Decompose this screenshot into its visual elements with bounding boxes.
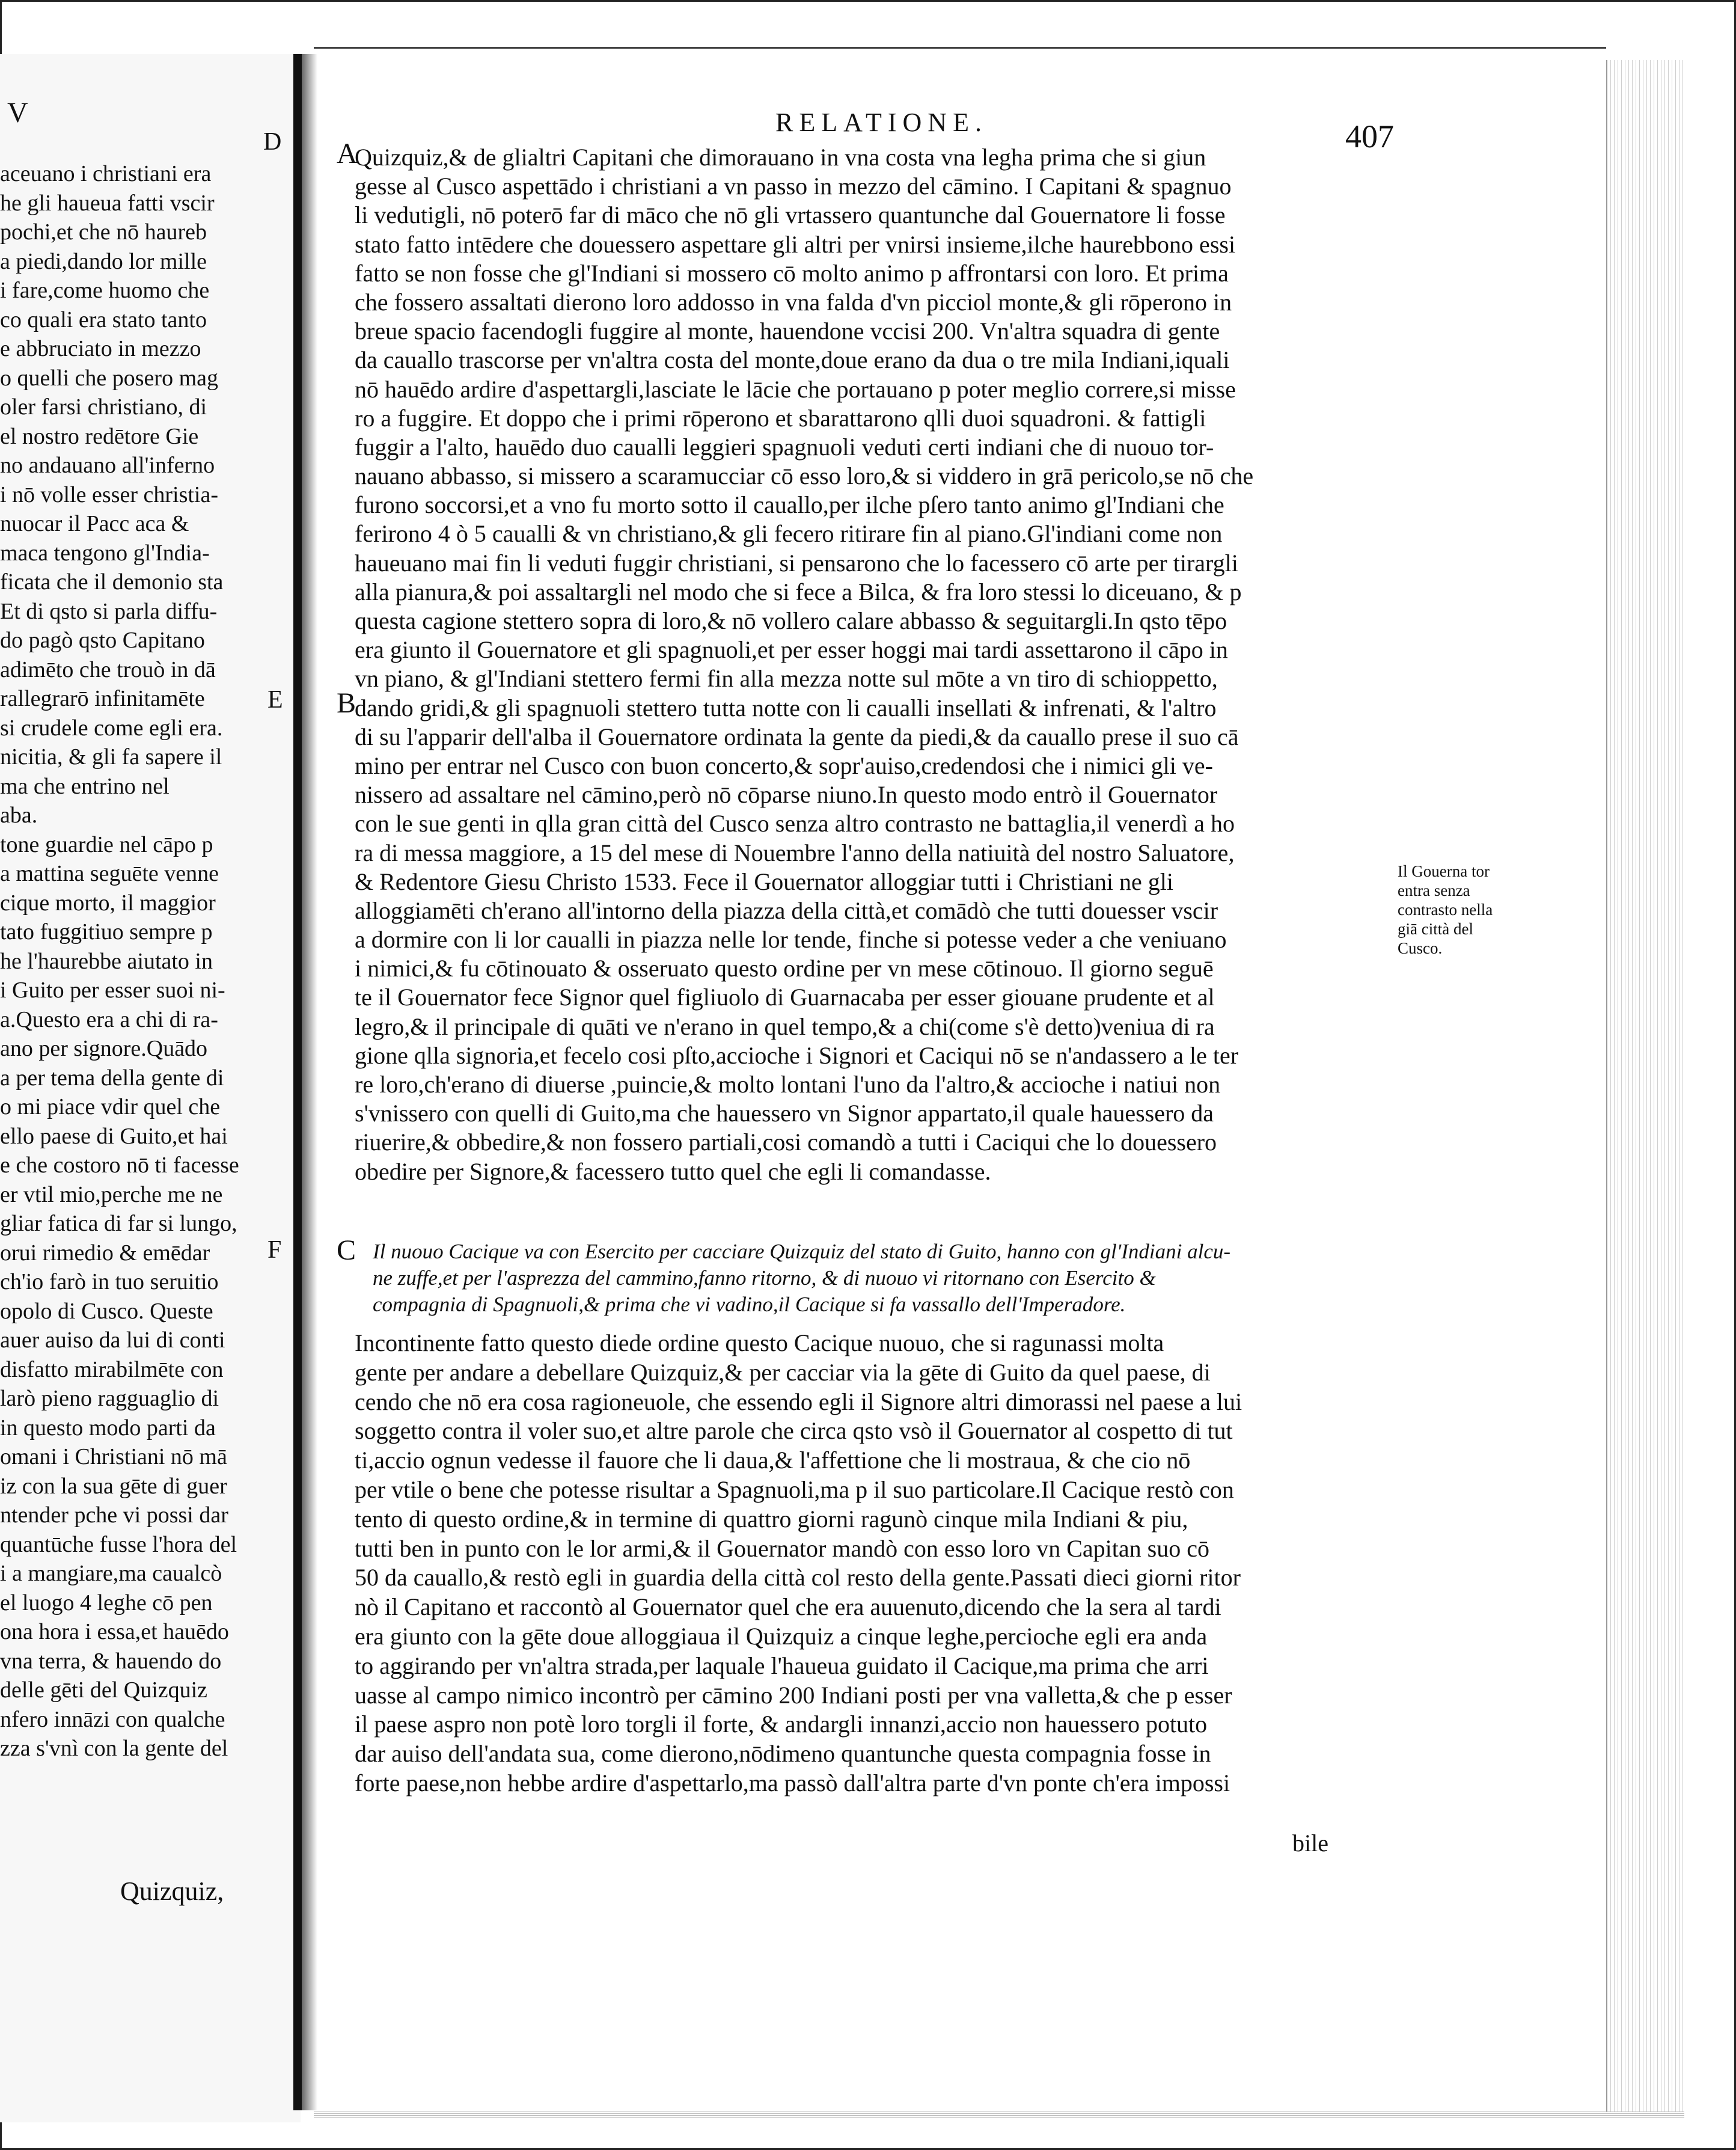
text-line: furono soccorsi,et a vno fu morto sotto il cauallo,per ilche pſero tanto animo gl'Indiani che: [355, 491, 1224, 519]
left-page-line: er vtil mio,perche me ne: [0, 1181, 223, 1207]
gutter-shadow: [302, 54, 317, 2110]
text-line: dar auiso dell'andata sua, come dierono,nōdimeno quantunche questa compagnia fosse in: [355, 1740, 1211, 1768]
text-line: to aggirando per vn'altra strada,per laquale l'haueua guidato il Cacique,ma prima che arri: [355, 1652, 1209, 1679]
main-text-block-2: [355, 1329, 1401, 1798]
left-page-line: ficata che il demonio sta: [0, 569, 224, 595]
left-page-line: opolo di Cusco. Queste: [0, 1298, 213, 1324]
text-line: gente per andare a debellare Quizquiz,& per cacciar via la gēte di Guito da quel paese, di: [355, 1358, 1211, 1386]
text-line: riuerire,& obbedire,& non fossero partiali,cosi comandò a tutti i Caciqui che lo douessero: [355, 1129, 1217, 1156]
left-page-line: adimēto che trouò in dā: [0, 657, 216, 682]
left-page-line: disfatto mirabilmēte con: [0, 1356, 224, 1382]
text-line: con le sue genti in qlla gran città del Cusco senza altro contrasto ne battaglia,il venerdì a ho: [355, 810, 1235, 838]
text-line: tento di questo ordine,& in termine di quattro giorni ragunò cinque mila Indiani & piu,: [355, 1505, 1188, 1533]
left-page-line: zza s'vnì con la gente del: [0, 1736, 228, 1761]
left-page-line: i fare,come huomo che: [0, 278, 210, 303]
left-page-line: vna terra, & hauendo do: [0, 1648, 222, 1674]
left-page-line: in questo modo parti da: [0, 1415, 216, 1441]
text-line: per vtile o bene che potesse risultar a Spagnuoli,ma p il suo particolare.Il Cacique restò con: [355, 1475, 1234, 1503]
text-line: soggetto contra il voler suo,et altre parole che circa qsto vsò il Gouernator al cospetto di tut: [355, 1417, 1233, 1445]
left-page-fragment: [0, 54, 301, 2122]
text-line: di su l'apparir dell'alba il Gouernatore ordinata la gente da piedi,& da cauallo prese il suo cā: [355, 723, 1239, 750]
left-page-line: ntender pche vi possi dar: [0, 1502, 228, 1528]
left-margin-letter-e: E: [267, 686, 283, 714]
text-line: che fossero assaltati dierono loro addosso in vna falda d'vn picciol monte,& gli rōperono in: [355, 288, 1232, 316]
text-line: gesse al Cusco aspettādo i christiani a vn passo in mezzo del cāmino. I Capitani & spagnuo: [355, 173, 1232, 200]
left-page-line: el nostro redētore Gie: [0, 423, 199, 449]
page-top-edge: [314, 47, 1606, 49]
left-page-line: ma che entrino nel: [0, 773, 170, 799]
text-line: li vedutigli, nō poterō far di māco che nō gli vrtassero quantunche dal Gouernatore li fosse: [355, 201, 1226, 229]
left-page-line: e che costoro nō ti facesse: [0, 1153, 239, 1178]
left-page-line: ona hora i essa,et hauēdo: [0, 1619, 229, 1644]
left-page-line: pochi,et che nō haureb: [0, 219, 207, 245]
text-line: alloggiamēti ch'erano all'intorno della piazza della città,et comādò che tutti douesser vscir: [355, 896, 1218, 924]
text-line: era giunto il Gouernatore et gli spagnuoli,et per esser hoggi mai tardi assettarono il cāpo in: [355, 636, 1228, 664]
text-line: tutti ben in punto con le lor armi,& il Gouernator mandò con esso loro vn Capitan suo cō: [355, 1534, 1209, 1562]
left-page-line: a mattina seguēte venne: [0, 861, 219, 886]
left-page-line: nfero innāzi con qualche: [0, 1706, 225, 1732]
left-page-line: omani i Christiani nō mā: [0, 1444, 227, 1469]
left-page-text: [0, 159, 287, 1763]
text-line: uasse al campo nimico incontrò per cāmino 200 Indiani posti per vna valletta,& che p esser: [355, 1681, 1232, 1709]
summary-line: Il nuouo Cacique va con Esercito per cacciare Quizquiz del stato di Guito, hanno con gl'Indiani alcu-: [373, 1240, 1231, 1263]
left-page-line: he gli haueua fatti vscir: [0, 190, 215, 216]
left-page-line: si crudele come egli era.: [0, 715, 223, 741]
left-page-line: no andauano all'inferno: [0, 453, 215, 478]
text-line: ro a fuggire. Et doppo che i primi rōperono et sbarattarono qlli duoi squadroni. & fattigli: [355, 404, 1206, 432]
left-page-line: aba.: [0, 803, 38, 828]
text-line: stato fatto intēdere che douessero aspettare gli altri per vnirsi insieme,ilche haurebbono essi: [355, 230, 1236, 258]
left-page-line: Et di qsto si parla diffu-: [0, 598, 218, 624]
left-page-line: orui rimedio & emēdar: [0, 1240, 210, 1266]
left-page-line: a per tema della gente di: [0, 1065, 224, 1091]
left-page-line: a.Questo era a chi di ra-: [0, 1006, 218, 1032]
left-page-line: i Guito per esser suoi ni-: [0, 978, 225, 1003]
left-page-line: o mi piace vdir quel che: [0, 1094, 221, 1119]
running-head: RELATIONE.: [775, 108, 988, 137]
text-line: haueuano mai fin li veduti fuggir christiani, si pensarono che lo facessero cō arte per tirargli: [355, 549, 1238, 577]
text-line: & Redentore Giesu Christo 1533. Fece il Gouernator alloggiar tutti i Christiani ne gli: [355, 868, 1173, 895]
left-page-line: el luogo 4 leghe cō pen: [0, 1590, 213, 1616]
text-line: te il Gouernator fece Signor quel figliuolo di Guarnacaba per esser giouane prudente et al: [355, 984, 1215, 1011]
left-page-line: cique morto, il maggior: [0, 890, 216, 916]
page-bottom-edge: [314, 2112, 1684, 2118]
left-page-line: co quali era stato tanto: [0, 307, 207, 332]
text-line: Incontinente fatto questo diede ordine questo Cacique nuouo, che si ragunassi molta: [355, 1329, 1164, 1356]
left-page-catchword: Quizquiz,: [120, 1876, 224, 1906]
left-page-line: ch'io farò in tuo seruitio: [0, 1269, 219, 1294]
left-page-line: auer auiso da lui di conti: [0, 1328, 225, 1353]
text-line: era giunto con la gēte doue alloggiaua il Quizquiz a cinque leghe,percioche egli era anda: [355, 1622, 1208, 1650]
left-page-line: o quelli che posero mag: [0, 365, 219, 391]
left-page-line: i nō volle esser christia-: [0, 482, 219, 507]
marginal-note: Il Gouerna tor entra senza contrasto nella giā città del Cusco.: [1398, 862, 1493, 957]
text-line: Quizquiz,& de glialtri Capitani che dimorauano in vna costa vna legha prima che si giun: [355, 144, 1206, 171]
text-line: vn piano, & gl'Indiani stettero fermi fin alla mezza notte sul mōte a vn tiro di schioppetto,: [355, 665, 1218, 693]
left-page-line: ello paese di Guito,et hai: [0, 1123, 228, 1149]
left-page-line: ano per signore.Quādo: [0, 1036, 208, 1061]
left-page-line: maca tengono gl'India-: [0, 540, 210, 566]
text-line: alla pianura,& poi assaltargli nel modo che si fece a Bilca, & fra loro stessi lo diceuano, & p: [355, 578, 1242, 605]
left-page-line: oler farsi christiano, di: [0, 394, 207, 420]
left-margin-letter-d: D: [263, 128, 282, 156]
text-line: legro,& il principale di quāti ve n'erano in quel tempo,& a chi(come s'è detto)veniua di ra: [355, 1012, 1215, 1040]
left-page-line: e abbruciato in mezzo: [0, 336, 201, 361]
left-page-signature: V: [7, 97, 28, 129]
page-fore-edge: [1606, 60, 1686, 2116]
left-page-line: nuocar il Pacc aca &: [0, 511, 189, 536]
catchword: bile: [1292, 1830, 1328, 1857]
left-page-line: i a mangiare,ma caualcò: [0, 1561, 222, 1586]
left-page-line: delle gēti del Quizquiz: [0, 1677, 208, 1703]
text-line: nauano abbasso, si missero a scaramucciar cō esso loro,& si viddero in grā pericolo,se nō che: [355, 462, 1254, 490]
text-line: questa cagione stettero sopra di loro,& nō vollero calare abbasso & seguitargli.In qsto tēpo: [355, 607, 1227, 634]
left-page-line: gliar fatica di far si lungo,: [0, 1211, 237, 1236]
text-line: 50 da cauallo,& restò egli in guardia della città col resto della gente.Passati dieci giorni ritor: [355, 1564, 1241, 1591]
text-line: re loro,ch'erano di diuerse ,puincie,& molto lontani l'uno da l'altro,& accioche i natiui non: [355, 1071, 1221, 1098]
text-line: fuggir a l'alto, hauēdo duo caualli leggieri spagnuoli veduti certi indiani che di nuouo tor-: [355, 433, 1214, 461]
left-page-line: aceuano i christiani era: [0, 161, 212, 186]
text-line: cendo che nō era cosa ragioneuole, che essendo egli il Signore altri dimorassi nel paese a lui: [355, 1388, 1242, 1415]
text-line: a dormire con li lor caualli in piazza nelle lor tende, finche si potesse veder a che veniuano: [355, 926, 1227, 954]
margin-letter-c: C: [337, 1234, 356, 1266]
text-line: gione qlla signoria,et fecelo cosi pſto,accioche i Signori et Caciqui nō se n'andassero a le ter: [355, 1041, 1239, 1069]
text-line: ti,accio ognun vedesse il fauore che li daua,& l'affettione che li mostraua, & che cio nō: [355, 1447, 1191, 1474]
chapter-summary: [373, 1239, 1395, 1318]
margin-letter-a: A: [337, 138, 358, 170]
text-line: il paese aspro non potè loro torgli il forte, & andargli innanzi,accio non hauessero potuto: [355, 1711, 1208, 1738]
text-line: fatto se non fosse che gl'Indiani si mossero cō molto animo p affrontarsi con loro. Et prima: [355, 259, 1229, 287]
text-line: da cauallo trascorse per vn'altra costa del monte,doue erano da dua o tre mila Indiani,iquali: [355, 346, 1230, 374]
text-line: ra di messa maggiore, a 15 del mese di Nouembre l'anno della natiuità del nostro Saluatore,: [355, 839, 1235, 866]
left-page-line: quantūche fusse l'hora del: [0, 1531, 237, 1557]
text-line: i nimici,& fu cōtinouato & osseruato questo ordine per vn mese cōtinouo. Il giorno seguē: [355, 955, 1214, 982]
left-page-line: he l'haurebbe aiutato in: [0, 948, 213, 974]
left-page-line: a piedi,dando lor mille: [0, 248, 207, 274]
text-line: dando gridi,& gli spagnuoli stettero tutta notte con li caualli insellati & infrenati, & l'altro: [355, 694, 1217, 721]
left-page-line: tone guardie nel cāpo p: [0, 832, 213, 857]
left-page-line: iz con la sua gēte di guer: [0, 1473, 227, 1499]
left-margin-letter-f: F: [267, 1236, 282, 1264]
left-page-line: nicitia, & gli fa sapere il: [0, 744, 222, 770]
text-line: ferirono 4 ò 5 caualli & vn christiano,& gli fecero ritirare fin al piano.Gl'indiani come non: [355, 520, 1223, 548]
margin-letter-b: B: [337, 687, 356, 719]
text-line: mino per entrar nel Cusco con buon concerto,& sopr'auiso,credendosi che i nimici gli ve-: [355, 752, 1213, 779]
page-number: 407: [1345, 118, 1394, 155]
text-line: nissero ad assaltare nel cāmino,però nō cōparse niuno.In questo modo entrò il Gouernator: [355, 781, 1218, 809]
summary-line: compagnia di Spagnuoli,& prima che vi vadino,il Cacique si fa vassallo dell'Imperadore.: [373, 1293, 1126, 1316]
left-page-line: rallegrarō infinitamēte: [0, 686, 205, 711]
left-page-line: larò pieno ragguaglio di: [0, 1386, 219, 1411]
text-line: nò il Capitano et raccontò al Gouernator quel che era auuenuto,dicendo che la sera al tardi: [355, 1593, 1221, 1621]
left-page-line: tato fuggitiuo sempre p: [0, 919, 213, 945]
text-line: s'vnissero con quelli di Guito,ma che hauessero vn Signor appartato,il quale hauessero da: [355, 1100, 1214, 1127]
summary-line: ne zuffe,et per l'asprezza del cammino,fanno ritorno, & di nuouo vi ritornano con Esercito &: [373, 1266, 1156, 1290]
main-text-block: [355, 143, 1401, 1186]
text-line: nō hauēdo ardire d'aspettargli,lasciate le lācie che portauano p poter meglio correre,si misse: [355, 375, 1236, 403]
left-page-line: do pagò qsto Capitano: [0, 628, 205, 653]
text-line: breue spacio facendogli fuggire al monte, hauendone vccisi 200. Vn'altra squadra di gente: [355, 317, 1220, 345]
text-line: obedire per Signore,& facessero tutto quel che egli li comandasse.: [355, 1157, 991, 1185]
book-gutter: [293, 54, 302, 2110]
text-line: forte paese,non hebbe ardire d'aspettarlo,ma passò dall'altra parte d'vn ponte ch'era impossi: [355, 1769, 1230, 1796]
